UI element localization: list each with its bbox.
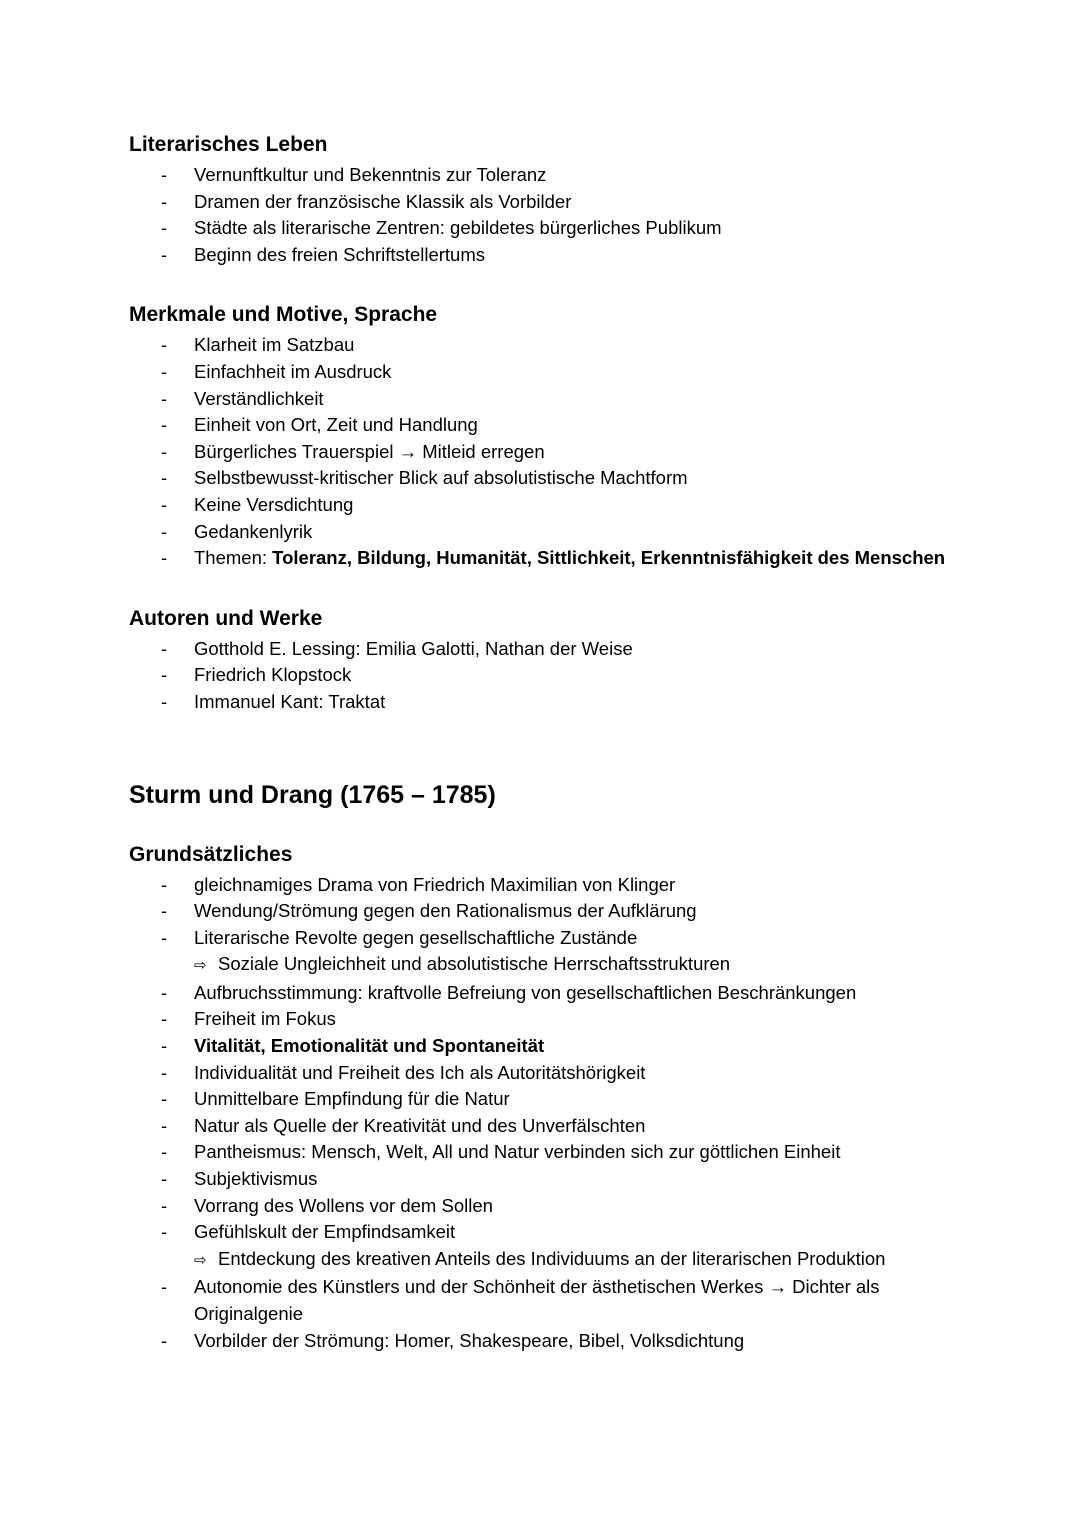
list-literarisches-leben xyxy=(129,162,989,268)
list-item xyxy=(129,492,989,519)
list-item xyxy=(129,636,989,663)
bullet-dash: - xyxy=(161,387,168,409)
bullet-dash: - xyxy=(161,520,168,542)
list-item xyxy=(129,1166,989,1193)
bullet-dash: - xyxy=(161,217,168,239)
list-item-text: Subjektivismus xyxy=(194,1168,318,1190)
section-heading-grundsaetzliches: Grundsätzliches xyxy=(129,842,293,866)
section-heading-literarisches-leben: Literarisches Leben xyxy=(129,133,328,156)
bullet-dash: - xyxy=(161,1008,168,1030)
list-item-text: Beginn des freien Schriftstellertums xyxy=(194,243,485,265)
bullet-dash: - xyxy=(161,493,168,515)
bullet-dash: - xyxy=(161,1141,168,1163)
list-item xyxy=(129,1060,989,1087)
list-item xyxy=(129,1006,989,1033)
bullet-dash: - xyxy=(161,334,168,356)
list-item xyxy=(129,925,989,980)
list-item xyxy=(129,465,989,492)
list-autoren xyxy=(129,636,989,716)
bullet-dash: - xyxy=(161,1329,168,1351)
bullet-dash: - xyxy=(161,926,168,948)
list-item xyxy=(129,1033,989,1060)
list-item xyxy=(129,412,989,439)
list-item xyxy=(129,162,989,189)
bullet-dash: - xyxy=(161,243,168,265)
list-item xyxy=(129,1193,989,1220)
list-item xyxy=(129,519,989,546)
bullet-dash: - xyxy=(161,690,168,712)
bullet-dash: - xyxy=(161,164,168,185)
section-heading-autoren: Autoren und Werke xyxy=(129,606,323,630)
list-item-text: Bürgerliches Trauerspiel → Mitleid erregen xyxy=(194,440,545,462)
list-item-text: Individualität und Freiheit des Ich als Autoritätshörigkeit xyxy=(194,1061,646,1083)
list-item-text: gleichnamiges Drama von Friedrich Maximilian von Klinger xyxy=(194,873,676,895)
list-item-text: Einheit von Ort, Zeit und Handlung xyxy=(194,414,478,436)
list-item xyxy=(129,386,989,413)
bullet-dash: - xyxy=(161,440,168,462)
bullet-dash: - xyxy=(161,637,168,659)
themes-value: Toleranz, Bildung, Humanität, Sittlichkeit, Erkenntnisfähigkeit des Menschen xyxy=(272,547,946,569)
list-item-text: Gedankenlyrik xyxy=(194,520,313,542)
list-item xyxy=(129,439,989,466)
list-item-text: Verständlichkeit xyxy=(194,387,324,409)
bullet-dash: - xyxy=(161,547,168,569)
list-item xyxy=(129,980,989,1007)
sub-item xyxy=(194,1246,989,1275)
list-item-text: Literarische Revolte gegen gesellschaftliche Zustände xyxy=(194,926,638,948)
list-item xyxy=(129,242,989,269)
list-item xyxy=(129,1113,989,1140)
sub-item-text: Entdeckung des kreativen Anteils des Individuums an der literarischen Produktion xyxy=(218,1247,886,1269)
list-item-text: Städte als literarische Zentren: gebildetes bürgerliches Publikum xyxy=(194,217,722,239)
list-item xyxy=(129,872,989,899)
list-item xyxy=(129,689,989,716)
bullet-dash: - xyxy=(161,414,168,436)
list-item xyxy=(129,332,989,359)
bullet-dash: - xyxy=(161,1194,168,1216)
bullet-dash: - xyxy=(161,664,168,686)
list-item-text: Gotthold E. Lessing: Emilia Galotti, Nathan der Weise xyxy=(194,637,633,659)
list-item xyxy=(129,1274,989,1327)
bullet-dash: - xyxy=(161,981,168,1003)
themes-label: Themen: xyxy=(194,547,273,569)
bullet-dash: - xyxy=(161,360,168,382)
list-item-text: Friedrich Klopstock xyxy=(194,664,352,686)
list-item xyxy=(129,1086,989,1113)
list-item-text: Wendung/Strömung gegen den Rationalismus der Aufklärung xyxy=(194,900,697,922)
list-item-text: Natur als Quelle der Kreativität und des Unverfälschten xyxy=(194,1114,646,1136)
list-item-text: Vitalität, Emotionalität und Spontaneität xyxy=(194,1035,545,1057)
bullet-dash: - xyxy=(161,1035,168,1057)
list-item xyxy=(129,1139,989,1166)
list-item-text: Selbstbewusst-kritischer Blick auf absolutistische Machtform xyxy=(194,467,688,489)
document-page xyxy=(129,128,989,1354)
list-item-themes xyxy=(129,545,989,572)
list-item-text: Vorrang des Wollens vor dem Sollen xyxy=(194,1194,493,1216)
sub-item-text: Soziale Ungleichheit und absolutistische Herrschaftsstrukturen xyxy=(218,953,731,975)
list-item-text: Gefühlskult der Empfindsamkeit xyxy=(194,1221,456,1243)
list-item-text: Unmittelbare Empfindung für die Natur xyxy=(194,1088,510,1110)
list-item-text: Aufbruchsstimmung: kraftvolle Befreiung von gesellschaftlichen Beschränkungen xyxy=(194,981,857,1003)
list-item xyxy=(129,662,989,689)
list-item-text: Keine Versdichtung xyxy=(194,493,354,515)
bullet-dash: - xyxy=(161,190,168,212)
bullet-dash: - xyxy=(161,467,168,489)
chapter-heading-sturm-und-drang: Sturm und Drang (1765 – 1785) xyxy=(129,780,496,809)
list-item-text: Vorbilder der Strömung: Homer, Shakespeare, Bibel, Volksdichtung xyxy=(194,1329,745,1351)
list-item xyxy=(129,359,989,386)
bullet-dash: - xyxy=(161,1168,168,1190)
list-item xyxy=(129,189,989,216)
bullet-dash: - xyxy=(161,1114,168,1136)
list-item xyxy=(129,898,989,925)
list-item-text: Dramen der französische Klassik als Vorbilder xyxy=(194,190,572,212)
arrow-right-icon: ⇨ xyxy=(194,957,207,975)
section-heading-merkmale: Merkmale und Motive, Sprache xyxy=(129,303,438,327)
list-item-text: Immanuel Kant: Traktat xyxy=(194,690,386,712)
list-item-text: Klarheit im Satzbau xyxy=(194,334,355,356)
list-item-text: Freiheit im Fokus xyxy=(194,1008,336,1030)
list-item-text: Autonomie des Künstlers und der Schönheit der ästhetischen Werkes → Dichter als Originalgenie xyxy=(194,1276,880,1324)
list-item-text: Einfachheit im Ausdruck xyxy=(194,360,392,382)
sub-item xyxy=(194,951,989,980)
bullet-dash: - xyxy=(161,1221,168,1243)
arrow-right-icon: ⇨ xyxy=(194,1251,207,1269)
bullet-dash: - xyxy=(161,900,168,922)
bullet-dash: - xyxy=(161,1061,168,1083)
bullet-dash: - xyxy=(161,1276,168,1298)
bullet-dash: - xyxy=(161,1088,168,1110)
list-merkmale xyxy=(129,332,989,571)
list-item xyxy=(129,215,989,242)
list-item xyxy=(129,1219,989,1274)
list-grundsaetzliches xyxy=(129,872,989,1355)
list-item-text: Vernunftkultur und Bekenntnis zur Toleranz xyxy=(194,164,547,185)
list-item-text: Pantheismus: Mensch, Welt, All und Natur verbinden sich zur göttlichen Einheit xyxy=(194,1141,841,1163)
bullet-dash: - xyxy=(161,873,168,895)
list-item xyxy=(129,1328,989,1355)
